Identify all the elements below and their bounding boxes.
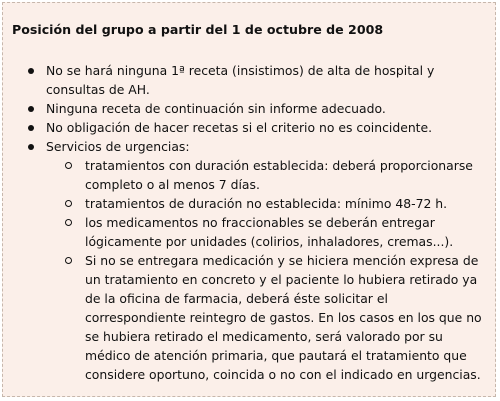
bullet-icon bbox=[28, 106, 34, 112]
list-item-text: No obligación de hacer recetas si el criterio no es coincidente. bbox=[46, 120, 433, 135]
list-item bbox=[3, 137, 495, 384]
circle-bullet-icon bbox=[65, 219, 72, 226]
bullet-icon bbox=[28, 68, 34, 74]
circle-bullet-icon bbox=[65, 257, 72, 264]
circle-bullet-icon bbox=[65, 162, 72, 169]
sub-list-item-text: tratamientos de duración no establecida: mínimo 48-72 h. bbox=[85, 196, 448, 211]
list-item-text: No se hará ninguna 1ª receta (insistimos) de alta de hospital y consultas de AH. bbox=[46, 63, 435, 97]
bullet-icon bbox=[28, 125, 34, 131]
section-heading: Posición del grupo a partir del 1 de octubre de 2008 bbox=[12, 22, 384, 37]
bullet-icon bbox=[28, 144, 34, 150]
sub-list-item-text: los medicamentos no fraccionables se deberán entregar lógicamente por unidades (colirios, inhaladores, cremas...). bbox=[85, 215, 454, 249]
policy-box bbox=[2, 2, 496, 397]
list-item-text: Servicios de urgencias: bbox=[46, 139, 190, 154]
sub-list-item-text: tratamientos con duración establecida: deberá proporcionarse completo o al menos 7 días. bbox=[85, 158, 473, 192]
bullet-list bbox=[3, 61, 495, 384]
sub-bullet-list bbox=[3, 156, 489, 384]
list-item bbox=[3, 61, 495, 99]
sub-list-item bbox=[3, 213, 489, 251]
sub-list-item bbox=[3, 251, 489, 384]
list-item bbox=[3, 118, 495, 137]
circle-bullet-icon bbox=[65, 200, 72, 207]
list-item bbox=[3, 99, 495, 118]
list-item-text: Ninguna receta de continuación sin informe adecuado. bbox=[46, 101, 386, 116]
sub-list-item bbox=[3, 156, 489, 194]
sub-list-item-text: Si no se entregara medicación y se hiciera mención expresa de un tratamiento en concreto y el paciente lo hubiera retirado ya de la oficina de farmacia, deberá éste solicitar el correspondiente reintegro de gastos. En los casos en los que no se hubiera retirado el medicamento, será valorado por su médico de atención primaria, que pautará el tratamiento que considere oportuno, coincida o no con el indicado en urgencias. bbox=[85, 253, 482, 382]
sub-list-item bbox=[3, 194, 489, 213]
